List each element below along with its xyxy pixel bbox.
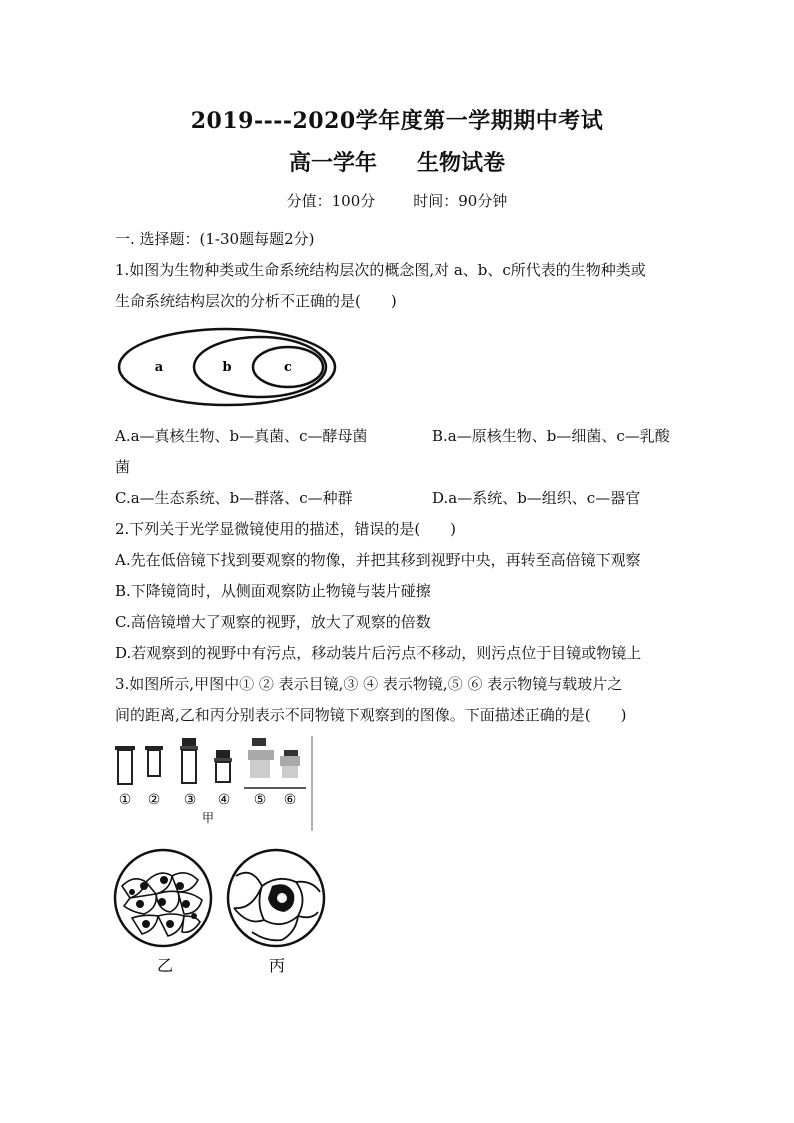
label-b: b [222,360,232,375]
exam-subtitle [0,146,794,177]
q1-option-b-wrap: 菌 [115,458,131,476]
microscope-view-yi [115,850,211,946]
objective-distance-short-icon [280,750,300,778]
q3-stem-line1: 3.如图所示,甲图中① ② 表示目镜,③ ④ 表示物镜,⑤ ⑥ 表示物镜与载玻片之 [115,675,623,693]
grade-label: 高一学年 [288,150,377,176]
bing-label: 丙 [268,956,286,975]
section-heading: 一. 选择题：(1-30题每题2分) [115,230,315,248]
q1-option-d: D.a—系统、b—组织、c—器官 [432,489,641,507]
objective-long-icon [180,738,198,783]
q2-option-b: B.下降镜筒时，从侧面观察防止物镜与装片碰擦 [115,582,431,600]
exam-meta [0,190,794,211]
jia-num-2: ② [147,792,161,808]
q3-figure-yi-bing [112,846,342,976]
ellipse-b [194,337,326,397]
jia-num-5: ⑤ [253,792,267,808]
jia-num-1: ① [118,792,132,808]
q1-concept-diagram [115,326,340,411]
q2-stem: 2.下列关于光学显微镜使用的描述，错误的是( ) [115,520,457,538]
objective-distance-long-icon [248,738,274,778]
jia-label: 甲 [201,811,215,825]
yi-label: 乙 [156,956,174,975]
time-text: 时间：90分钟 [413,192,508,210]
exam-title: 2019----2020学年度第一学期期中考试 [190,108,604,134]
eyepiece-short-icon [145,746,163,776]
microscope-view-bing [228,850,324,946]
label-c: c [284,360,292,375]
jia-num-4: ④ [217,792,231,808]
q3-stem-line2: 间的距离,乙和丙分别表示不同物镜下观察到的图像。下面描述正确的是( ) [115,706,627,724]
q1-stem-line1: 1.如图为生物种类或生命系统结构层次的概念图,对 a、b、c所代表的生物种类或 [115,261,646,279]
jia-num-3: ③ [183,792,197,808]
jia-num-6: ⑥ [283,792,297,808]
q1-stem-line2: 生命系统结构层次的分析不正确的是( ) [115,292,397,310]
q2-option-d: D.若观察到的视野中有污点，移动装片后污点不移动，则污点位于目镜或物镜上 [115,644,642,662]
q3-figure-jia [112,736,317,831]
q1-option-a: A.a—真核生物、b—真菌、c—酵母菌 [115,427,368,445]
objective-short-icon [214,750,232,782]
q2-option-a: A.先在低倍镜下找到要观察的物像，并把其移到视野中央，再转至高倍镜下观察 [115,551,641,569]
score-text: 分值：100分 [286,192,376,210]
q2-option-c: C.高倍镜增大了观察的视野，放大了观察的倍数 [115,613,431,631]
q1-option-c: C.a—生态系统、b—群落、c—种群 [115,489,353,507]
eyepiece-long-icon [115,746,135,784]
subject-label: 生物试卷 [417,150,506,176]
label-a: a [154,360,164,375]
q1-option-b: B.a—原核生物、b—细菌、c—乳酸 [432,427,670,445]
